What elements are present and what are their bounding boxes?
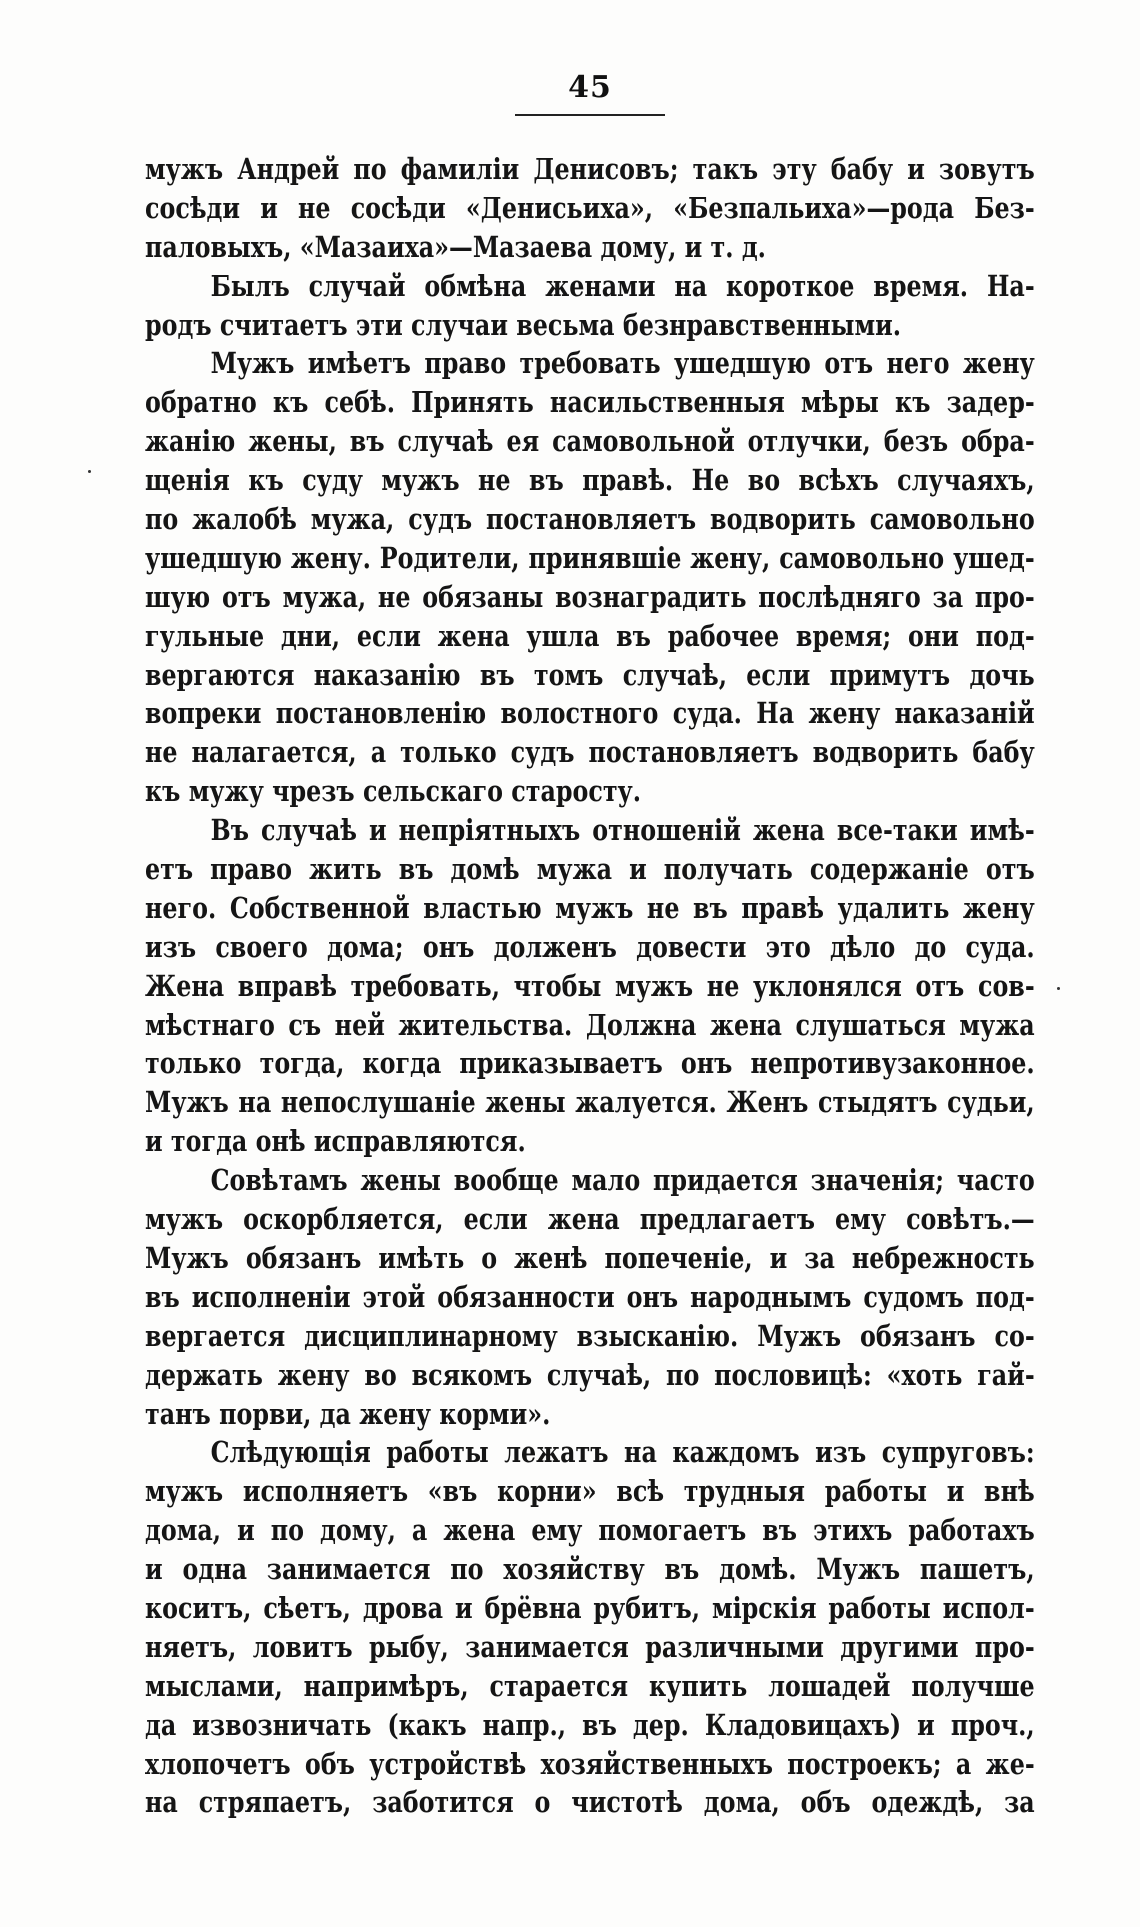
text-line: вергаются наказанію въ томъ случаѣ, если примутъ дочь <box>145 657 1035 692</box>
body-text <box>145 150 1035 1822</box>
text-line: родъ считаетъ эти случаи весьма безнравственными. <box>145 307 902 342</box>
text-line: него. Собственной властью мужъ не въ правѣ удалить жену <box>145 890 1035 925</box>
text-line: Мужъ имѣетъ право требовать ушедшую отъ него жену <box>210 346 1035 381</box>
text-line: мужъ Андрей по фамиліи Денисовъ; такъ эту бабу и зовутъ <box>145 152 1035 186</box>
text-line: мѣстнаго съ ней жительства. Должна жена слушаться мужа <box>145 1007 1035 1042</box>
text-line: Въ случаѣ и непріятныхъ отношеній жена все-таки имѣ- <box>210 813 1035 848</box>
text-line: да извозничать (какъ напр., въ дер. Кладовицахъ) и проч., <box>145 1707 1035 1742</box>
print-speck <box>88 470 91 473</box>
text-line: Жена вправѣ требовать, чтобы мужъ не уклонялся отъ сов- <box>145 968 1035 1003</box>
text-line: по жалобѣ мужа, судъ постановляетъ водворить самовольно <box>145 502 1035 537</box>
text-line: Слѣдующія работы лежатъ на каждомъ изъ супруговъ: <box>210 1435 1035 1470</box>
text-line: мужъ исполняетъ «въ корни» всѣ трудныя работы и внѣ <box>145 1474 1035 1509</box>
text-line: паловыхъ, «Мазаиха»—Мазаева дому, и т. д. <box>145 229 766 264</box>
text-line: обратно къ себѣ. Принять насильственныя мѣры къ задер- <box>145 385 1035 420</box>
text-line: Мужъ на непослушаніе жены жалуется. Женъ стыдятъ судьи, <box>145 1085 1035 1120</box>
text-line: етъ право жить въ домѣ мужа и получать содержаніе отъ <box>145 852 1035 887</box>
text-line: вопреки постановленію волостного суда. На жену наказаній <box>145 696 1035 731</box>
text-line: няетъ, ловитъ рыбу, занимается различными другими про- <box>145 1629 1035 1664</box>
text-line: Совѣтамъ жены вообще мало придается значенія; часто <box>210 1163 1035 1198</box>
text-line: дома, и по дому, а жена ему помогаетъ въ этихъ работахъ <box>145 1513 1035 1548</box>
text-line: Мужъ обязанъ имѣть о женѣ попеченіе, и за небрежность <box>145 1240 1035 1275</box>
text-line: къ мужу чрезъ сельскаго старосту. <box>145 774 642 809</box>
text-line: щенія къ суду мужъ не въ правѣ. Не во всѣхъ случаяхъ, <box>145 463 1035 498</box>
text-line: Былъ случай обмѣна женами на короткое время. На- <box>210 268 1035 303</box>
text-line: мужъ оскорбляется, если жена предлагаетъ ему совѣтъ.— <box>145 1202 1035 1237</box>
text-line: и тогда онѣ исправляются. <box>145 1124 526 1159</box>
text-line: танъ порви, да жену корми». <box>145 1396 551 1431</box>
text-line: вергается дисциплинарному взысканію. Мужъ обязанъ со- <box>145 1318 1035 1353</box>
text-line: въ исполненіи этой обязанности онъ народнымъ судомъ под- <box>145 1279 1035 1314</box>
page-number: 45 <box>568 70 612 105</box>
text-line: держать жену во всякомъ случаѣ, по пословицѣ: «хоть гай- <box>145 1357 1035 1392</box>
print-speck <box>1057 987 1060 990</box>
header-rule <box>515 114 665 116</box>
text-line: мыслами, напримѣръ, старается купить лошадей получше <box>145 1668 1035 1703</box>
text-line: шую отъ мужа, не обязаны вознаградить послѣдняго за про- <box>145 579 1035 614</box>
text-line: не налагается, а только судъ постановляетъ водворить бабу <box>145 735 1035 770</box>
text-line: только тогда, когда приказываетъ онъ непротивузаконное. <box>145 1046 1035 1081</box>
text-line: ушедшую жену. Родители, принявшіе жену, самовольно ушед- <box>145 540 1035 575</box>
text-line: гульные дни, если жена ушла въ рабочее время; они под- <box>145 618 1035 653</box>
text-line: и одна занимается по хозяйству въ домѣ. Мужъ пашетъ, <box>145 1552 1035 1587</box>
text-line: коситъ, сѣетъ, дрова и брёвна рубитъ, мірскія работы испол- <box>145 1590 1035 1625</box>
text-line: жанію жены, въ случаѣ ея самовольной отлучки, безъ обра- <box>145 424 1035 459</box>
text-line: хлопочетъ объ устройствѣ хозяйственныхъ построекъ; а же- <box>145 1746 1035 1781</box>
text-line: изъ своего дома; онъ долженъ довести это дѣло до суда. <box>145 929 1035 964</box>
text-line: сосѣди и не сосѣди «Денисьиха», «Безпальиха»—рода Без- <box>145 190 1035 225</box>
text-line: на стряпаетъ, заботится о чистотѣ дома, объ одеждѣ, за <box>145 1785 1035 1820</box>
